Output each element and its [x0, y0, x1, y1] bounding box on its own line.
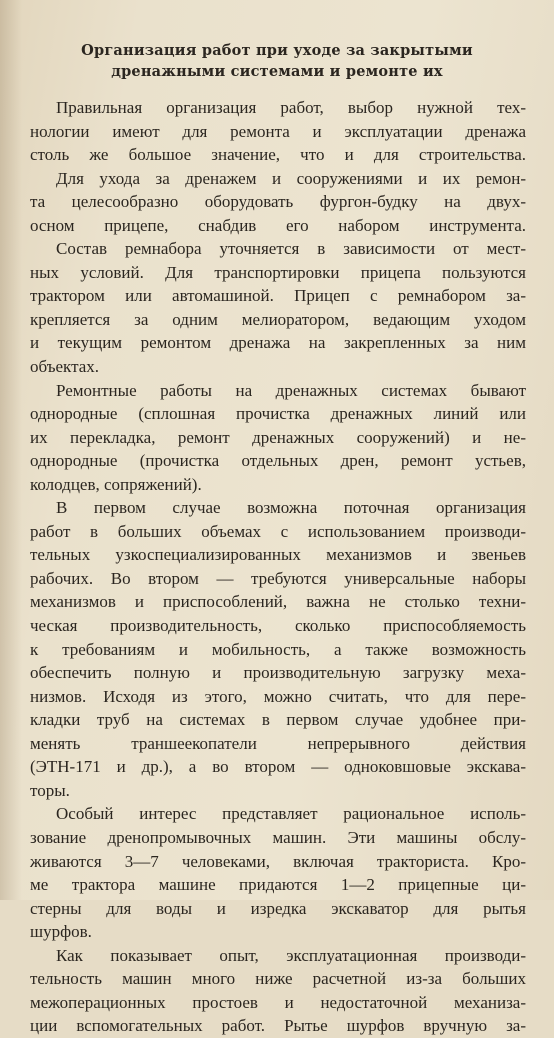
text-line: крепляется за одним мелиоратором, ведающим уходом	[30, 309, 526, 329]
text-line: их перекладка, ремонт дренажных сооружений) и не-	[30, 427, 526, 447]
paragraph-3	[30, 237, 526, 378]
text-line: Как показывает опыт, эксплуатационная производи-	[56, 945, 526, 965]
text-line: к требованиям и мобильность, а также возможность	[30, 639, 526, 659]
text-line: Особый интерес представляет рациональное исполь-	[56, 804, 526, 824]
text-line: стерны для воды и изредка экскаватор для рытья	[30, 898, 526, 918]
text-line: кладки труб на системах в первом случае удобнее при-	[30, 710, 526, 730]
text-line: столь же большое значение, что и для строительства.	[30, 145, 526, 165]
text-line: торы.	[30, 780, 70, 800]
text-line: работ в больших объемах с использованием производи-	[30, 521, 526, 541]
body-text	[30, 96, 526, 1038]
text-line: однородные (прочистка отдельных дрен, ремонт устьев,	[30, 451, 526, 471]
section-title-line: дренажными системами и ремонте их	[111, 63, 443, 80]
text-line: нологии имеют для ремонта и эксплуатации дренажа	[30, 121, 526, 141]
text-line: трактором или автомашиной. Прицеп с ремнабором за-	[30, 286, 526, 306]
text-line: та целесообразно оборудовать фургон-будку на двух-	[30, 192, 526, 212]
text-line: межоперационных простоев и недостаточной механиза-	[30, 992, 526, 1012]
text-line: объектах.	[30, 357, 100, 377]
text-line: зование дренопромывочных машин. Эти машины обслу-	[30, 827, 526, 847]
paragraph-4	[30, 379, 526, 497]
text-line: ции вспомогательных работ. Рытье шурфов вручную за-	[30, 1016, 526, 1036]
section-title-line: Организация работ при уходе за закрытыми	[81, 42, 473, 59]
text-line: (ЭТН-171 и др.), а во втором — одноковшовые экскава-	[30, 757, 526, 777]
text-line: живаются 3—7 человеками, включая тракториста. Кро-	[30, 851, 526, 871]
text-line: тельность машин много ниже расчетной из-за больших	[30, 969, 526, 989]
text-line: однородные (сплошная прочистка дренажных линий или	[30, 404, 526, 424]
text-line: тельных узкоспециализированных механизмов и звеньев	[30, 545, 526, 565]
text-line: ных условий. Для транспортировки прицепа пользуются	[30, 262, 526, 282]
text-line: менять траншеекопатели непрерывного действия	[30, 733, 526, 753]
text-line: ме трактора машине придаются 1—2 прицепные ци-	[30, 875, 526, 895]
paragraph-7	[30, 944, 526, 1038]
text-line: рабочих. Во втором — требуются универсальные наборы	[30, 568, 526, 588]
text-line: осном прицепе, снабдив его набором инструмента.	[30, 215, 526, 235]
text-line: обеспечить полную и производительную загрузку меха-	[30, 663, 526, 683]
section-title	[40, 40, 514, 82]
paragraph-5	[30, 496, 526, 802]
text-line: Для ухода за дренажем и сооружениями и их ремон-	[56, 168, 526, 188]
text-line: шурфов.	[30, 922, 92, 942]
paragraph-1	[30, 96, 526, 167]
text-line: и текущим ремонтом дренажа на закрепленных за ним	[30, 333, 526, 353]
text-line: ческая производительность, сколько приспособляемость	[30, 616, 526, 636]
text-line: низмов. Исходя из этого, можно считать, что для пере-	[30, 686, 526, 706]
text-line: Ремонтные работы на дренажных системах бывают	[56, 380, 526, 400]
paragraph-2	[30, 167, 526, 238]
text-line: механизмов и приспособлений, важна не столько техни-	[30, 592, 526, 612]
paragraph-6	[30, 802, 526, 943]
text-line: В первом случае возможна поточная организация	[56, 498, 526, 518]
text-line: колодцев, сопряжений).	[30, 474, 202, 494]
text-line: Правильная организация работ, выбор нужной тех-	[56, 98, 526, 117]
text-line: Состав ремнабора уточняется в зависимости от мест-	[56, 239, 526, 259]
